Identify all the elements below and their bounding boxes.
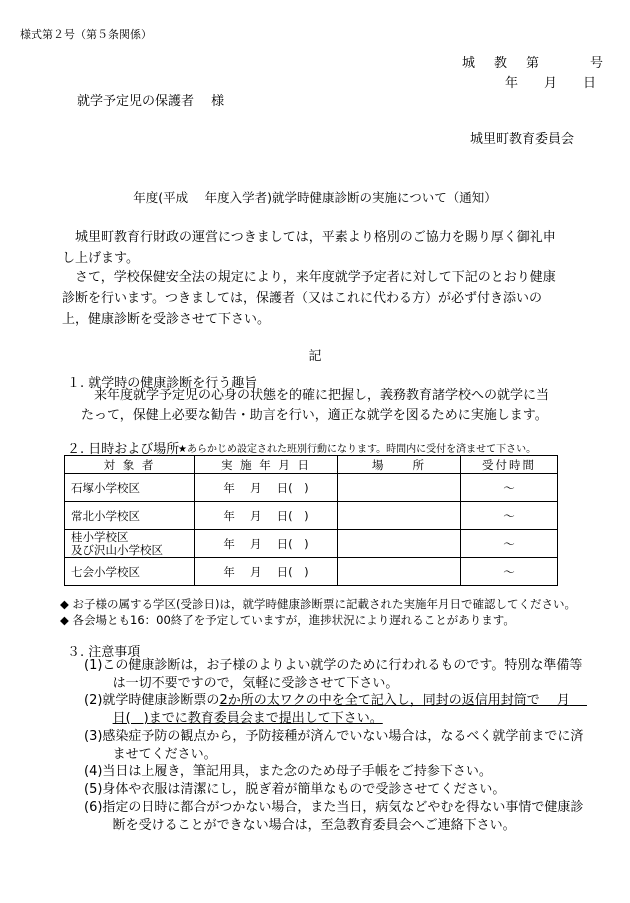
table-row: [65, 558, 558, 586]
document-number: 城 教 第 号: [462, 56, 607, 71]
notice-item: [84, 799, 593, 835]
place-cell: [338, 530, 461, 558]
section1-text: 来年度就学予定児の心身の状態を的確に把握し，義務教育諸学校への就学に当たって，保健上必要な勧告・助言を行い，適正な就学を図るために実施します。: [81, 388, 550, 423]
area-line-1: 桂小学校区: [71, 529, 129, 544]
area-cell: 常北小学校区: [65, 502, 195, 530]
table-row: [65, 502, 558, 530]
area-cell: [65, 530, 195, 558]
item-text: 指定の日時に都合がつかない場合，また当日，病気などやむを得ない事情で健康診断を受けることができない場合は，至急教育委員会へご連絡下さい。: [102, 800, 584, 833]
item-number: (1): [84, 658, 103, 673]
date-month: 月: [544, 76, 558, 91]
header-date: 実 施 年 月 日: [195, 456, 338, 474]
date-cell: 年 月 日( ): [195, 558, 338, 586]
date-year: 年: [505, 76, 519, 91]
header-target: 対 象 者: [65, 456, 195, 474]
document-date: [505, 72, 622, 91]
table-header-row: [65, 456, 558, 474]
date-cell: 年 月 日( ): [195, 502, 338, 530]
date-cell: 年 月 日( ): [195, 474, 338, 502]
sender: 城里町教育委員会: [470, 132, 575, 147]
area-cell: 七会小学校区: [65, 558, 195, 586]
time-cell: ～: [461, 558, 558, 586]
item-number: (6): [84, 800, 103, 815]
table-row: [65, 530, 558, 558]
date-day: 日: [583, 76, 597, 91]
greeting-paragraph: 城里町教育行財政の運営につきましては，平素より格別のご協力を賜り厚く御礼申し上げます。: [62, 230, 556, 266]
area-cell: 石塚小学校区: [65, 474, 195, 502]
item-text: 身体や衣服は清潔にし，脱ぎ着が簡単なもので受診させてください。: [102, 782, 506, 797]
item-text: この健康診断は，お子様のよりよい就学のために行われるものです。特別な準備等は一切不要ですので，気軽に受診させて下さい。: [102, 658, 583, 691]
header-place: 場 所: [338, 456, 461, 474]
schedule-table: [64, 455, 558, 586]
item-number: (3): [84, 729, 103, 744]
section2-note: ★あらかじめ設定された班別行動になります。時間内に受付を済ませて下さい。: [178, 444, 537, 455]
document-title: 年度(平成 年度入学者)就学時健康診断の実施について（通知）: [133, 190, 497, 205]
section1-heading: １. 就学時の健康診断を行う趣旨: [67, 376, 258, 391]
item-underlined-text: 2か所の太ワクの中を全て記入し，同封の返信用封筒で 月 日( )までに教育委員会まで提出して下さい。: [112, 693, 587, 726]
item-text: 当日は上履き，筆記用具，また念のため母子手帳をご持参下さい。: [102, 764, 492, 779]
notice-paragraph: さて，学校保健安全法の規定により，来年度就学予定者に対して下記のとおり健康診断を行います。つきましては，保護者（又はこれに代わる方）が必ず付き添いの上，健康診断を受診させて下さい。: [62, 270, 556, 327]
area-line-2: 及び沢山小学校区: [71, 542, 163, 557]
time-cell: ～: [461, 530, 558, 558]
place-cell: [338, 502, 461, 530]
header-time: 受付時間: [461, 456, 558, 474]
time-cell: ～: [461, 474, 558, 502]
notice-item: [84, 692, 593, 728]
note-closing-time: ◆ 各会場とも16：00終了を予定していますが，進捗状況により遅れることがあります。: [60, 613, 515, 627]
note-district: ◆ お子様の属する学区(受診日)は，就学時健康診断票に記載された実施年月日で確認してください。: [60, 597, 576, 611]
place-cell: [338, 474, 461, 502]
ki-heading: 記: [308, 349, 322, 364]
notice-item: [84, 657, 593, 693]
item-text: 感染症予防の観点から，予防接種が済んでいない場合は，なるべく就学前までに済ませてください。: [102, 729, 584, 762]
form-number: 様式第２号（第５条関係）: [20, 28, 152, 41]
notice-item: [84, 763, 593, 781]
place-cell: [338, 558, 461, 586]
table-row: [65, 474, 558, 502]
addressee: 就学予定児の保護者 様: [77, 94, 225, 109]
section2-heading: ２. 日時および場所: [67, 442, 180, 457]
notice-item: [84, 728, 593, 764]
time-cell: ～: [461, 502, 558, 530]
section3-heading: ３. 注意事項: [67, 645, 141, 660]
item-number: (4): [84, 764, 103, 779]
date-cell: 年 月 日( ): [195, 530, 338, 558]
notice-item: [84, 781, 593, 799]
item-number: (2): [84, 693, 103, 708]
item-text: 就学時健康診断票の: [102, 693, 220, 708]
item-number: (5): [84, 782, 103, 797]
